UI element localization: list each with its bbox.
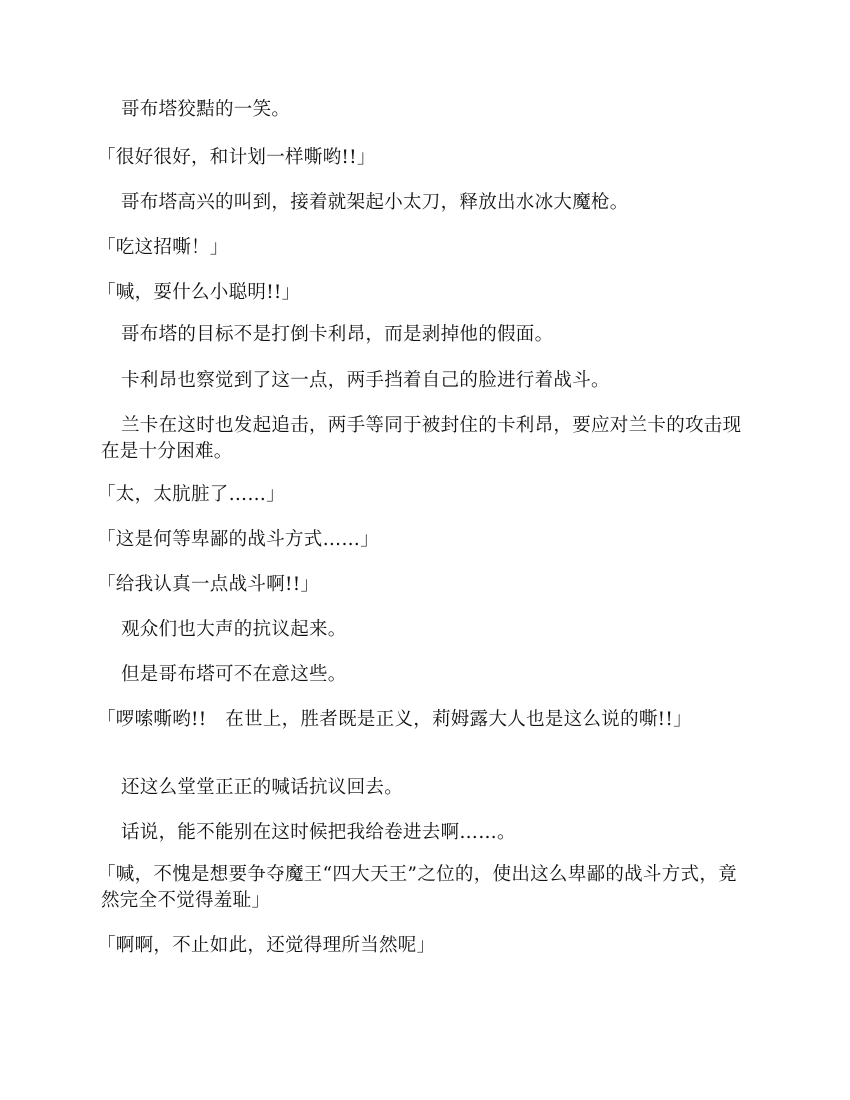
paragraph-dialogue: 「很好很好，和计划一样嘶哟!!」	[97, 147, 376, 168]
paragraph-dialogue: 「给我认真一点战斗啊!!」	[97, 574, 320, 595]
paragraph-dialogue: 「啰嗦嘶哟!! 在世上，胜者既是正义，莉姆露大人也是这么说的嘶!!」	[97, 709, 692, 730]
paragraph-narration: 哥布塔狡黠的一笑。	[121, 99, 291, 120]
paragraph-narration: 观众们也大声的抗议起来。	[121, 619, 347, 640]
paragraph-dialogue: 「吃这招嘶！」	[97, 237, 229, 258]
paragraph-dialogue: 「喊，耍什么小聪明!!」	[97, 282, 301, 303]
paragraph-narration: 卡利昂也察觉到了这一点，两手挡着自己的脸进行着战斗。	[121, 370, 610, 391]
paragraph-narration: 话说，能不能别在这时候把我给卷进去啊……。	[121, 822, 516, 843]
paragraph-dialogue: 「喊，不愧是想要争夺魔王“四大天王”之位的，使出这么卑鄙的战斗方式，竟然完全不觉得羞耻」	[97, 864, 737, 911]
paragraph-dialogue: 「啊啊，不止如此，还觉得理所当然呢」	[97, 935, 436, 956]
paragraph-narration: 哥布塔的目标不是打倒卡利昂，而是剥掉他的假面。	[121, 324, 554, 345]
paragraph-narration: 兰卡在这时也发起追击，两手等同于被封住的卡利昂，要应对兰卡的攻击现在是十分困难。	[101, 415, 742, 462]
paragraph-dialogue: 「这是何等卑鄙的战斗方式……」	[97, 529, 380, 550]
paragraph-narration: 哥布塔高兴的叫到，接着就架起小太刀，释放出水冰大魔枪。	[121, 192, 629, 213]
paragraph-dialogue: 「太，太肮脏了……」	[97, 484, 286, 505]
paragraph-narration: 但是哥布塔可不在意这些。	[121, 664, 347, 685]
paragraph-narration: 还这么堂堂正正的喊话抗议回去。	[121, 777, 404, 798]
